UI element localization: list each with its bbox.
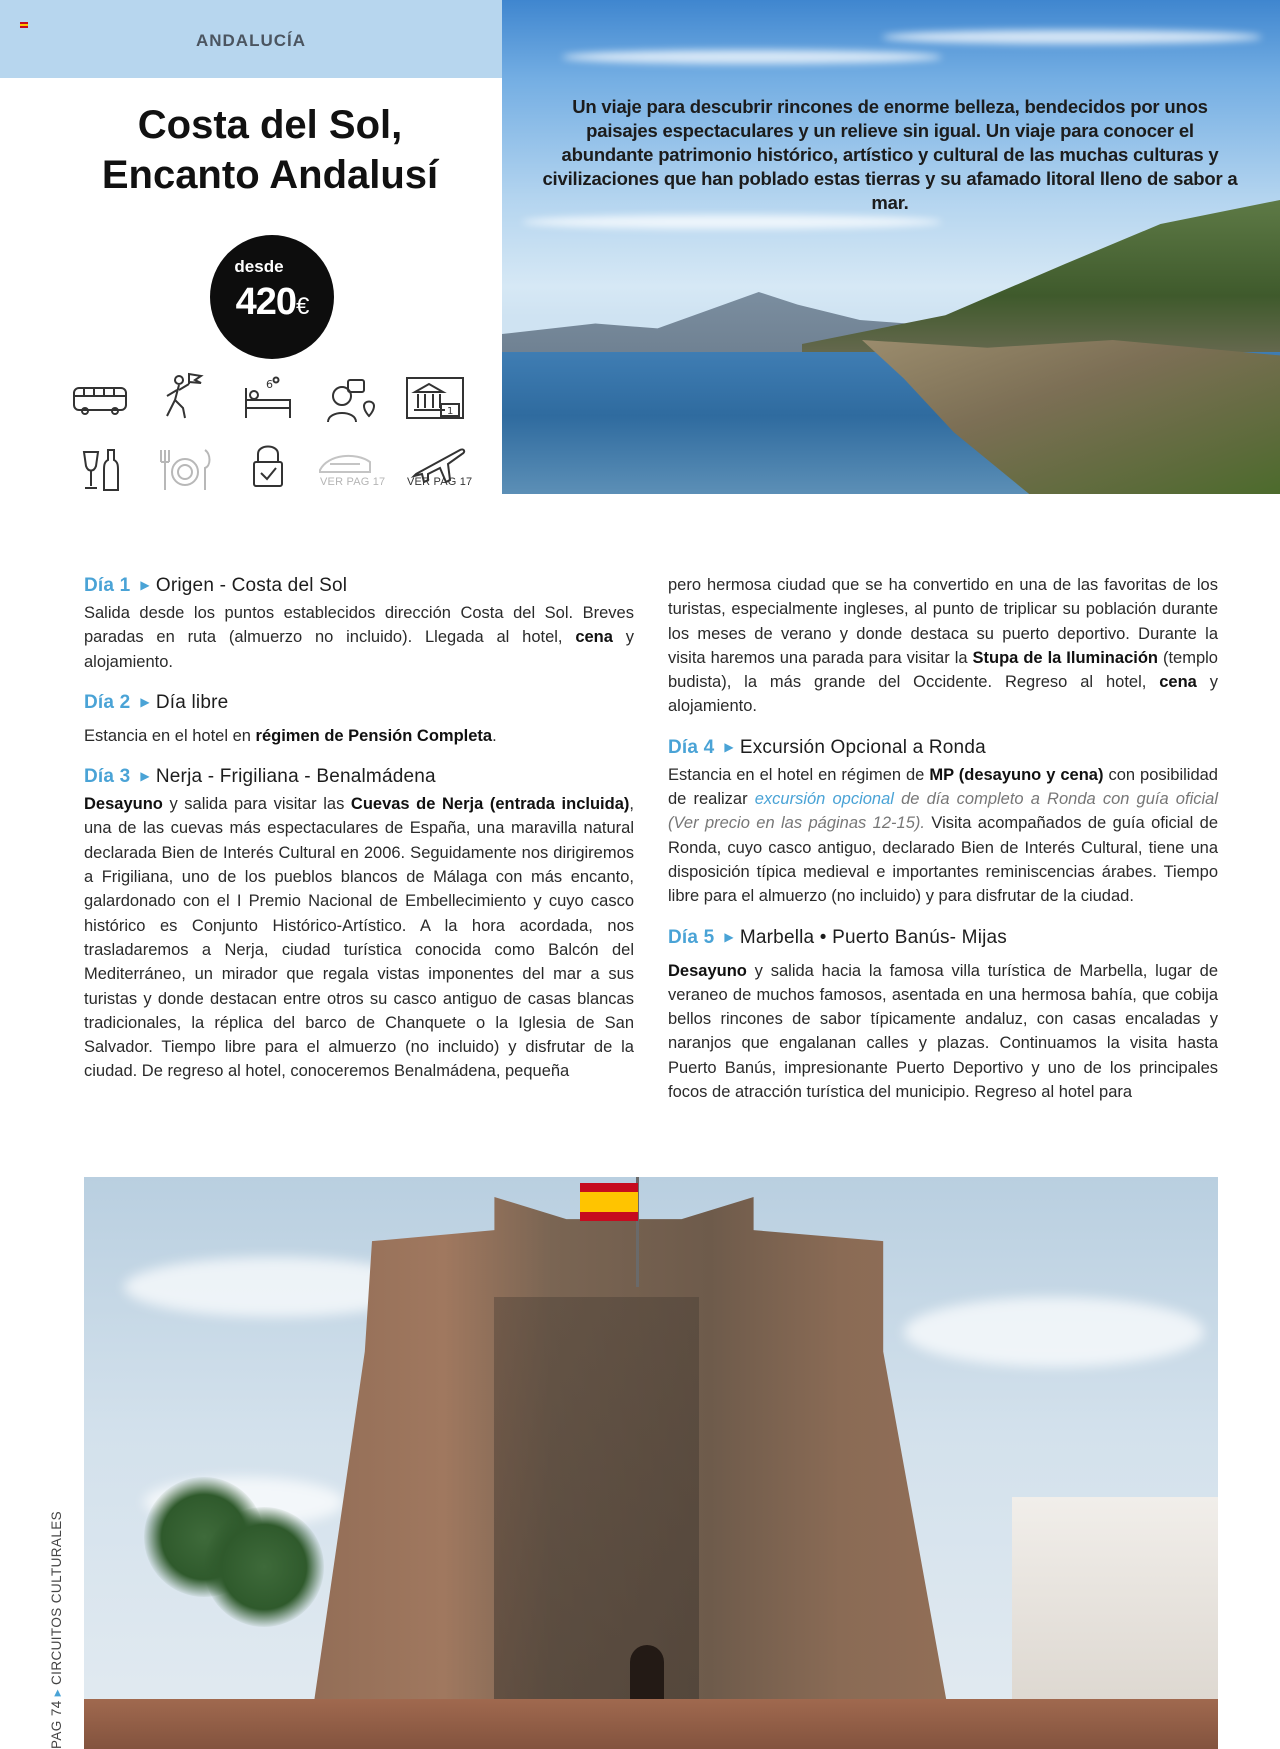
day-description: Desayuno y salida para visitar las Cuevas de Nerja (entrada incluida), una de las cuevas más espectaculares de España, una maravilla natural declarada Bien de Interés Cultural en 2006. Seguidamente nos dirigiremos a Frigiliana, uno de los pueblos blancos de Málaga con más encanto, galardonado con el I Premio Nacional de Embellecimiento y cuyo casco histórico es Conjunto Histórico-Artístico. A la hora acordada, nos trasladaremos a Nerja, ciudad turística conocida como Balcón del Mediterráneo, un mirador que regala vistas imponentes del mar a sus turistas y donde destacan entre otros su casco antiguo de casas blancas tradicionales, la réplica del barco de Chanquete o la Iglesia de San Salvador. Tiempo libre para el almuerzo (no incluido) y disfrutar de la ciudad. De regreso al hotel, conoceremos Benalmádena, pequeña	[84, 795, 634, 1081]
day-heading	[668, 737, 1218, 759]
day-description: Desayuno y salida hacia la famosa villa turística de Marbella, lugar de veraneo de muchos famosos, asentada en una hermosa bahía, que cobija bellos rincones de sabor típicamente andaluz, con casas encaladas y naranjos que engalanan calles y plazas. Continuamos la visita hasta Puerto Banús, impresionante Puerto Deportivo y uno de los principales focos de atracción turística del municipio. Regreso al hotel para	[668, 961, 1218, 1102]
price-amount: 420€	[235, 281, 309, 323]
arrow-icon: ▶	[724, 739, 734, 754]
day-label: Día 4	[668, 736, 715, 758]
page-number: PAG 74	[49, 1700, 64, 1749]
region-label: ANDALUCÍA	[195, 31, 307, 50]
entrance-ticket-icon	[405, 374, 465, 422]
title-line-1: Costa del Sol,	[137, 103, 403, 147]
arrow-icon: ▶	[52, 1688, 62, 1697]
price-prefix: desde	[234, 257, 284, 276]
meals-icon	[155, 446, 215, 494]
watchtower-photo	[84, 1177, 1218, 1749]
day-5	[668, 927, 1218, 1105]
ground	[84, 1699, 1218, 1749]
price-badge	[210, 235, 334, 359]
day-heading	[84, 575, 634, 597]
hotel-bed-icon	[238, 374, 298, 422]
day-3-continued	[668, 573, 1218, 719]
itinerary-left-column	[84, 575, 634, 1102]
day-title: Día libre	[155, 691, 229, 713]
day-title: Excursión Opcional a Ronda	[739, 736, 986, 758]
title-line-2: Encanto Andalusí	[101, 153, 439, 197]
day-3	[84, 766, 634, 1084]
tower-shadow	[494, 1297, 699, 1749]
itinerary-right-column	[668, 573, 1218, 1122]
cloud	[904, 1297, 1204, 1367]
page-title	[0, 100, 540, 200]
day-2	[84, 692, 634, 748]
day-4	[668, 737, 1218, 909]
cloud	[522, 215, 942, 229]
optional-excursion-link[interactable]: excursión opcional	[754, 790, 894, 809]
bus-icon	[70, 376, 130, 424]
day-heading	[84, 766, 634, 788]
day-heading	[84, 692, 634, 714]
day-label: Día 5	[668, 926, 715, 948]
page-footer	[49, 1511, 64, 1749]
local-guide-icon	[322, 376, 382, 424]
svg-text:6: 6	[266, 378, 273, 391]
day-title: Nerja - Frigiliana - Benalmádena	[155, 766, 436, 788]
day-title: Marbella • Puerto Banús- Mijas	[739, 926, 1008, 948]
day-title: Origen - Costa del Sol	[155, 575, 348, 596]
palm-tree	[204, 1507, 324, 1627]
arrow-icon: ▶	[140, 578, 150, 592]
arrow-icon: ▶	[140, 694, 150, 709]
flag-mini-icon	[20, 22, 28, 28]
cloud	[562, 50, 942, 64]
plane-caption: VER PAG 17	[407, 476, 473, 488]
cloud	[882, 30, 1262, 44]
day-label: Día 1	[84, 575, 131, 596]
train-caption: VER PAG 17	[320, 476, 386, 488]
day-label: Día 2	[84, 691, 131, 713]
arrow-icon: ▶	[140, 769, 150, 784]
spanish-flag-icon	[580, 1183, 638, 1221]
day-description: Estancia en el hotel en régimen de MP (desayuno y cena) con posibilidad de realizar excursión opcional de día completo a Ronda con guía oficial (Ver precio en las páginas 12-15). Visita acompañados de guía oficial de Ronda, cuyo casco antiguo, declarado Bien de Interés Cultural, tiene una disposición típica medieval e importantes reminiscencias árabes. Tiempo libre para el almuerzo (no incluido) y para disfrutar de la ciudad.	[668, 765, 1219, 906]
region-bar	[0, 0, 502, 78]
day-label: Día 3	[84, 766, 131, 788]
arrow-icon: ▶	[724, 929, 734, 944]
day-heading	[668, 927, 1218, 949]
guide-icon	[155, 372, 215, 420]
section-name: CIRCUITOS CULTURALES	[49, 1510, 64, 1685]
day-description: pero hermosa ciudad que se ha convertido en una de las favoritas de los turistas, especialmente ingleses, al punto de triplicar su población durante los meses de verano y donde destaca su puerto deportivo. Durante la visita haremos una parada para visitar la Stupa de la Iluminación (templo budista), la más grande del Occidente. Regreso al hotel, cena y alojamiento.	[668, 576, 1218, 716]
svg-text:1: 1	[447, 406, 454, 417]
insurance-lock-icon	[238, 442, 298, 490]
day-1	[84, 575, 634, 674]
day-description: Estancia en el hotel en régimen de Pensión Completa.	[84, 726, 497, 745]
drinks-icon	[74, 446, 134, 494]
hero-coast-photo	[502, 0, 1280, 494]
intro-text: Un viaje para descubrir rincones de enorme belleza, bendecidos por unos paisajes espectaculares y un relieve sin igual. Un viaje para conocer el abundante patrimonio histórico, artístico y cultural de las muchas culturas y civilizaciones que han poblado estas tierras y su afamado litoral lleno de sabor a mar.	[542, 96, 1238, 213]
day-description: Salida desde los puntos establecidos dirección Costa del Sol. Breves paradas en ruta (almuerzo no incluido). Llegada al hotel, cena y alojamiento.	[84, 604, 634, 671]
